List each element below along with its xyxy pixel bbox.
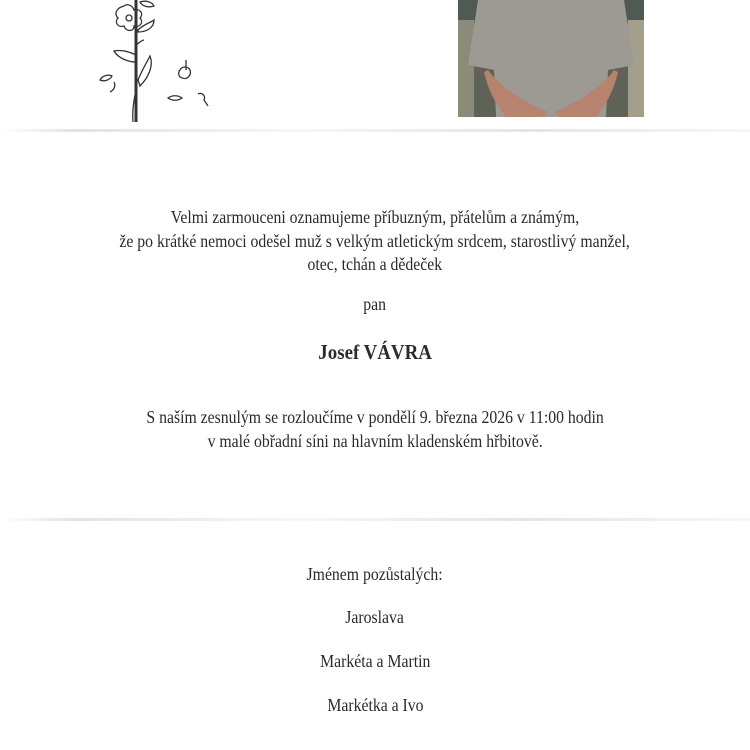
ceremony-line-2: v malé obřadní síni na hlavním kladenském hřbitově. [207, 431, 543, 451]
divider-top [0, 129, 750, 132]
intro-line-2: že po krátké nemoci odešel muž s velkým atletickým srdcem, starostlivý manžel, [119, 231, 631, 251]
portrait-photo [458, 0, 644, 117]
deceased-name: Josef VÁVRA [318, 340, 432, 364]
divider-bottom [0, 518, 750, 521]
flower-illustration-icon [88, 0, 218, 125]
mourners-heading: Jménem pozůstalých: [306, 564, 444, 584]
ceremony-line-1: S naším zesnulým se rozloučíme v pondělí 9. března 2026 v 11:00 hodin [146, 407, 604, 427]
intro-line-3: otec, tchán a dědeček [307, 254, 443, 274]
title-word: pan [363, 294, 387, 314]
intro-line-1: Velmi zarmouceni oznamujeme příbuzným, přátelům a známým, [170, 207, 580, 227]
mourner-name: Markétka a Ivo [326, 695, 424, 715]
mourner-name: Markéta a Martin [319, 651, 431, 671]
mourner-name: Jaroslava [345, 607, 405, 627]
